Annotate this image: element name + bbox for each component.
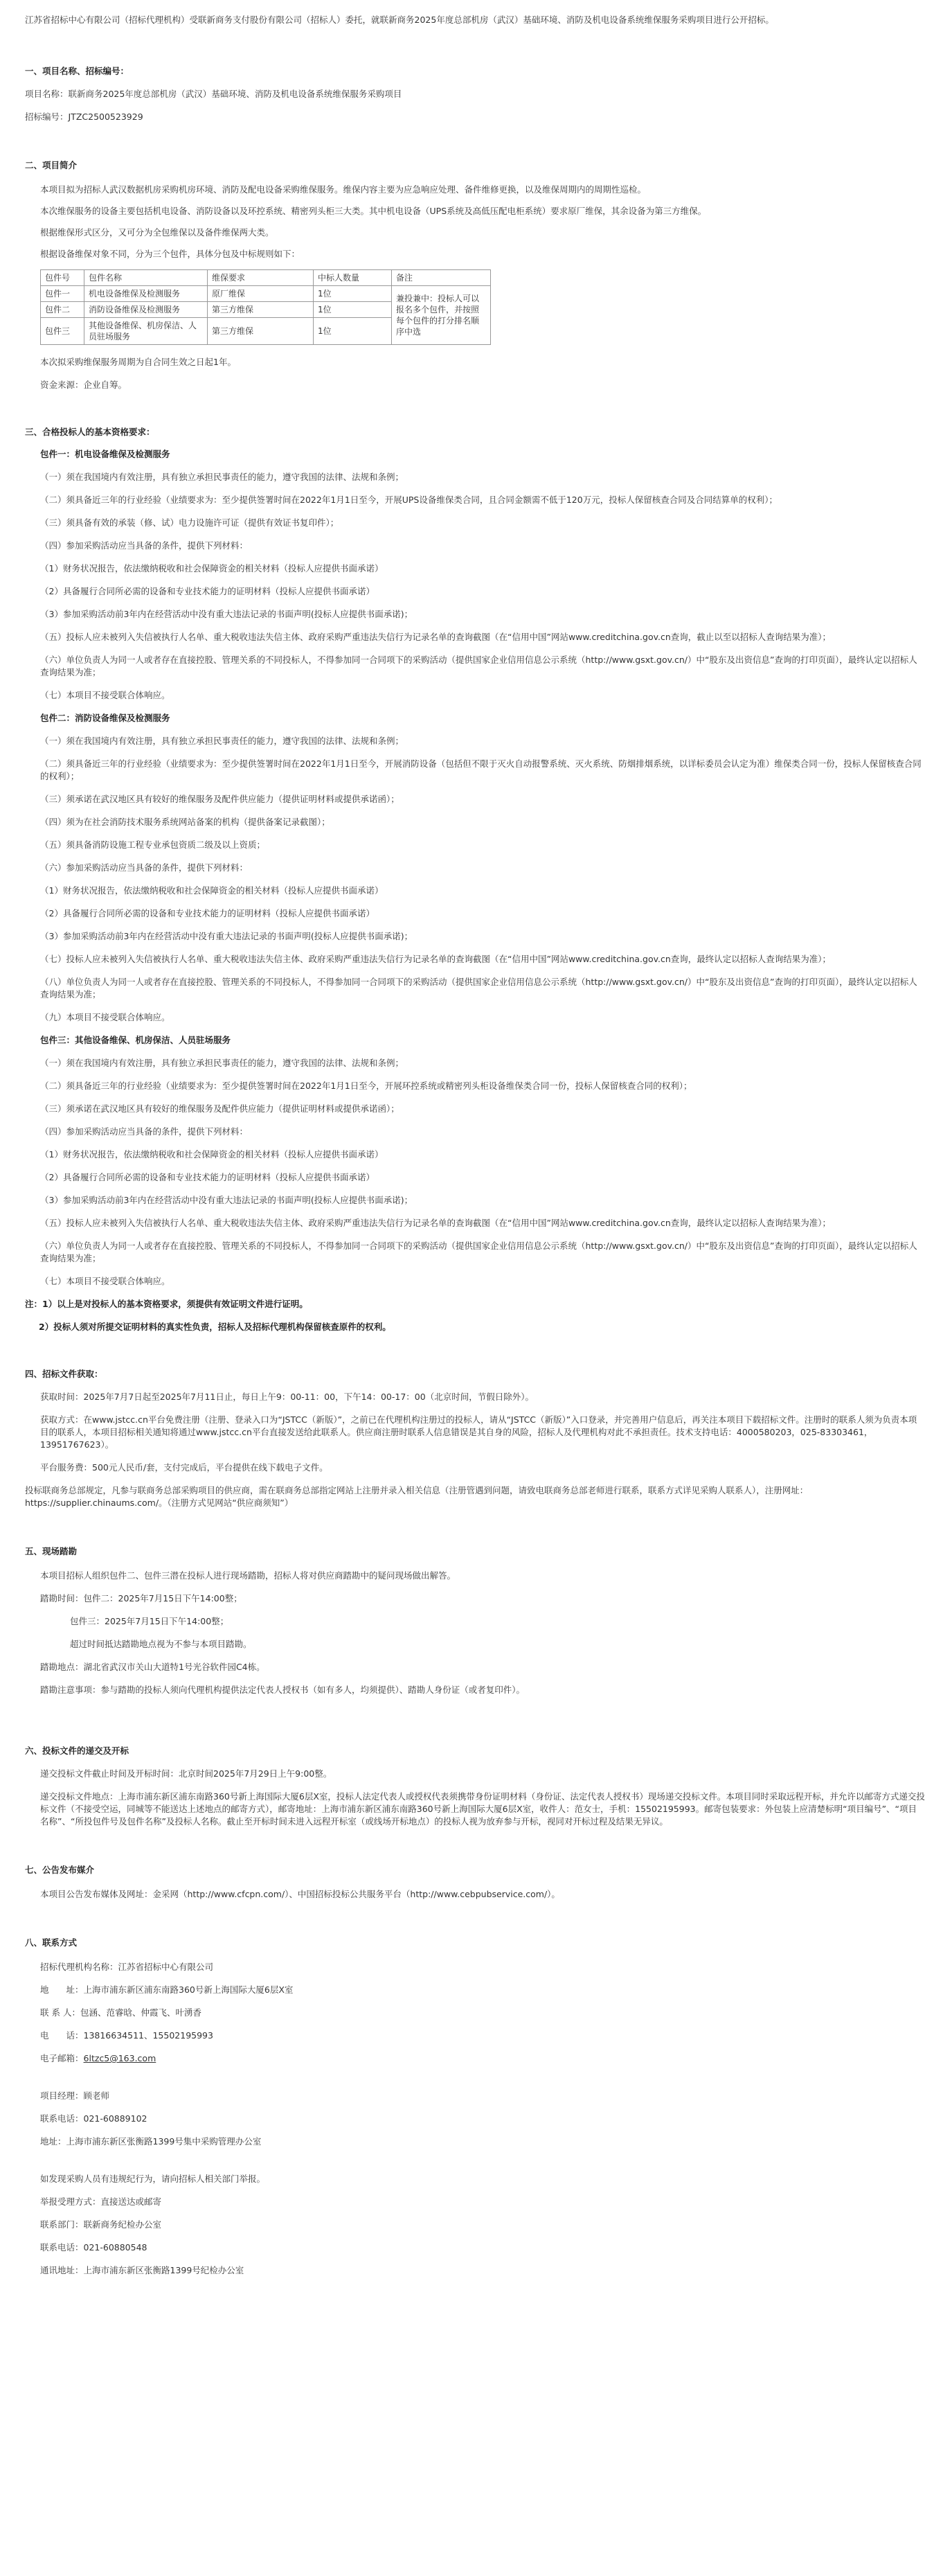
- table-cell: 原厂维保: [208, 286, 314, 302]
- section-title: 二、项目简介: [25, 160, 78, 170]
- paragraph: 本次维保服务的设备主要包括机电设备、消防设备以及环控系统、精密列头柜三大类。其中机电设备（UPS系统及高低压配电柜系统）要求原厂维保，其余设备为第三方维保。: [40, 206, 707, 216]
- table-header-cell: 维保要求: [208, 270, 314, 286]
- requirement-item: （三）须承诺在武汉地区具有较好的维保服务及配件供应能力（提供证明材料或提供承诺函）；: [40, 794, 399, 804]
- table-cell: 包件三: [41, 318, 84, 345]
- table-header-cell: 包件名称: [84, 270, 208, 286]
- intro-paragraph: 江苏省招标中心有限公司（招标代理机构）受联新商务支付股份有限公司（招标人）委托，就联新商务2025年度总部机房（武汉）基础环境、消防及机电设备系统维保服务采购项目进行公开招标。: [25, 15, 774, 25]
- requirement-item: （二）须具备近三年的行业经验（业绩要求为：至少提供签署时间在2022年1月1日至今，开展UPS设备维保类合同，且合同金额需不低于120万元，投标人保留核查合同及合同结算单的权利）；: [40, 495, 778, 505]
- table-cell: 包件二: [41, 302, 84, 318]
- section-media: [25, 1864, 925, 1901]
- requirement-item: （3）参加采购活动前3年内在经营活动中没有重大违法记录的书面声明(投标人应提供书面承诺)；: [40, 1195, 413, 1205]
- section-site-visit: [25, 1545, 925, 1696]
- table-note-cell: 兼投兼中：投标人可以报名多个包件，并按照每个包件的打分排名顺序中选: [392, 286, 491, 345]
- requirement-item: （2）具备履行合同所必需的设备和专业技术能力的证明材料（投标人应提供书面承诺）: [40, 908, 375, 918]
- table-header-row: [41, 270, 491, 286]
- announcement-body: [25, 0, 925, 2277]
- contact-line: 电 话：13816634511、15502195993: [40, 2030, 213, 2041]
- paragraph: 获取方式：在www.jstcc.cn平台免费注册（注册、登录入口为“JSTCC（新版）”，之前已在代理机构注册过的投标人，请从“JSTCC（新版）”入口登录，并完善用户信息后，再关注本项目下载招标文件。注册时的联系人须为负责本项目的联系人，本项目招标相关通知将通过www.jstcc.cn平台直接发送给此联系人。供应商注册时联系人信息错误是其自身的风险，招标人及代理机构对此不承担责任。技术支持电话：4000580203，025-83303461，13951767623）。: [40, 1414, 917, 1450]
- contact-line: 举报受理方式：直接送达或邮寄: [40, 2196, 162, 2207]
- contact-line: 联系电话：021-60880548: [40, 2242, 147, 2253]
- paragraph: 本项目招标人组织包件二、包件三潜在投标人进行现场踏勘，招标人将对供应商踏勘中的疑问现场做出解答。: [40, 1570, 456, 1581]
- table-header-cell: 中标人数量: [314, 270, 392, 286]
- paragraph: 递交投标文件地点：上海市浦东新区浦东南路360号新上海国际大厦6层X室，投标人法定代表人或授权代表须携带身份证明材料（身份证、法定代表人授权书）现场递交投标文件。本项目同时采取远程开标，并允许以邮寄方式递交投标文件（不接受空运，同城等不能送达上述地点的邮寄方式），邮寄地址：上海市浦东新区浦东南路360号新上海国际大厦6层X室，收件人：范女士，手机：15502195993。邮寄包装要求：外包装上应清楚标明“项目编号”、“项目名称”、“所投包件号及包件名称”及投标人名称。截止至开标时间未进入远程开标室（或线场开标地点）的投标人视为放弃参与开标，视同对开标过程及结果无异议。: [40, 1791, 925, 1827]
- paragraph: 根据维保形式区分，又可分为全包维保以及备件维保两大类。: [40, 227, 274, 238]
- requirement-item: （五）须具备消防设施工程专业承包资质二级及以上资质；: [40, 840, 266, 850]
- section-title: 一、项目名称、招标编号：: [25, 66, 129, 76]
- requirement-item: （二）须具备近三年的行业经验（业绩要求为：至少提供签署时间在2022年1月1日至今，开展环控系统或精密列头柜设备维保类合同一份，投标人保留核查合同的权利）；: [40, 1081, 692, 1091]
- requirement-item: （一）须在我国境内有效注册，具有独立承担民事责任的能力，遵守我国的法律、法规和条例；: [40, 736, 404, 746]
- section-submission: [25, 1745, 925, 1828]
- requirement-item: （八）单位负责人为同一人或者存在直接控股、管理关系的不同投标人，不得参加同一合同项下的采购活动（提供国家企业信用信息公示系统（http://www.gsxt.gov.cn/）中“股东及出资信息”查询的打印页面），最终认定以招标人查询结果为准；: [40, 977, 917, 1000]
- section-project-summary: [25, 159, 925, 391]
- paragraph: 本项目公告发布媒体及网址：金采网（http://www.cfcpn.com/）、中国招标投标公共服务平台（http://www.cebpubservice.com/）。: [40, 1889, 560, 1899]
- visit-place: 踏勘地点：湖北省武汉市关山大道特1号光谷软件园C4栋。: [40, 1662, 265, 1672]
- section-qualifications: [25, 426, 925, 1333]
- requirement-item: （三）须具备有效的承装（修、试）电力设施许可证（提供有效证书复印件）；: [40, 517, 339, 528]
- table-cell: 第三方维保: [208, 302, 314, 318]
- section-title: 七、公告发布媒介: [25, 1865, 95, 1875]
- qualification-note-2: 2）投标人须对所提交证明材料的真实性负责，招标人及招标代理机构保留核查原件的权利。: [39, 1322, 391, 1332]
- table-header-cell: 包件号: [41, 270, 84, 286]
- contact-line: 地址：上海市浦东新区张衡路1399号集中采购管理办公室: [40, 2136, 262, 2147]
- contact-line: 通讯地址：上海市浦东新区张衡路1399号纪检办公室: [40, 2265, 244, 2275]
- paragraph: 根据设备维保对象不同，分为三个包件，具体分包及中标规则如下：: [40, 249, 300, 259]
- section-contacts: [25, 1937, 925, 2277]
- table-cell: 消防设备维保及检测服务: [84, 302, 208, 318]
- visit-time: 踏勘时间：包件二：2025年7月15日下午14:00整；: [40, 1593, 242, 1604]
- contact-line: 联系部门：联新商务纪检办公室: [40, 2219, 162, 2230]
- paragraph: 获取时间：2025年7月7日起至2025年7月11日止，每日上午9：00-11：00，下午14：00-17：00（北京时间，节假日除外）。: [40, 1392, 534, 1402]
- requirement-item: （3）参加采购活动前3年内在经营活动中没有重大违法记录的书面声明(投标人应提供书面承诺)；: [40, 931, 413, 941]
- table-cell: 机电设备维保及检测服务: [84, 286, 208, 302]
- requirement-item: （五）投标人应未被列入失信被执行人名单、重大税收违法失信主体、政府采购严重违法失信行为记录名单的查询截图（在“信用中国”网站www.creditchina.gov.cn查询，截止以至以招标人查询结果为准）；: [40, 632, 832, 642]
- requirement-item: （七）本项目不接受联合体响应。: [40, 690, 170, 700]
- project-name: 项目名称：联新商务2025年度总部机房（武汉）基础环境、消防及机电设备系统维保服务采购项目: [25, 89, 402, 99]
- requirement-item: （2）具备履行合同所必需的设备和专业技术能力的证明材料（投标人应提供书面承诺）: [40, 586, 375, 596]
- paragraph: 平台服务费：500元人民币/套，支付完成后，平台提供在线下载电子文件。: [40, 1462, 328, 1473]
- table-header-cell: 备注: [392, 270, 491, 286]
- visit-time: 包件三：2025年7月15日下午14:00整；: [70, 1616, 229, 1626]
- requirement-item: （2）具备履行合同所必需的设备和专业技术能力的证明材料（投标人应提供书面承诺）: [40, 1172, 375, 1182]
- contact-line: 联 系 人：包涵、范睿晗、仲霞飞、叶湧香: [40, 2007, 201, 2018]
- package-1-title: 包件一：机电设备维保及检测服务: [40, 449, 170, 459]
- contact-line: 招标代理机构名称：江苏省招标中心有限公司: [40, 1962, 214, 1972]
- section-title: 八、联系方式: [25, 1937, 78, 1948]
- requirement-item: （一）须在我国境内有效注册，具有独立承担民事责任的能力，遵守我国的法律、法规和条例；: [40, 1058, 404, 1068]
- paragraph: 递交投标文件截止时间及开标时间：北京时间2025年7月29日上午9:00整。: [40, 1768, 332, 1779]
- table-row: [41, 286, 491, 302]
- project-code: 招标编号：JTZC2500523929: [25, 112, 143, 122]
- qualification-note-1: 注：1）以上是对投标人的基本资格要求，须提供有效证明文件进行证明。: [25, 1299, 308, 1309]
- visit-notes: 踏勘注意事项：参与踏勘的投标人须向代理机构提供法定代表人授权书（如有多人，均须提供）、踏勘人身份证（或者复印件）。: [40, 1685, 526, 1695]
- requirement-item: （七）投标人应未被列入失信被执行人名单、重大税收违法失信主体、政府采购严重违法失信行为记录名单的查询截图（在“信用中国”网站www.creditchina.gov.cn查询，最终认定以招标人查询结果为准）；: [40, 954, 832, 964]
- requirement-item: （四）参加采购活动应当具备的条件，提供下列材料：: [40, 540, 249, 551]
- table-cell: 1位: [314, 286, 392, 302]
- email-label: 电子邮箱：: [40, 2053, 84, 2063]
- table-cell: 1位: [314, 302, 392, 318]
- package-1-requirements: [25, 471, 925, 702]
- requirement-item: （一）须在我国境内有效注册，具有独立承担民事责任的能力，遵守我国的法律、法规和条例；: [40, 472, 404, 482]
- requirement-item: （1）财务状况报告，依法缴纳税收和社会保障资金的相关材料（投标人应提供书面承诺）: [40, 885, 384, 896]
- contact-line: 联系电话：021-60889102: [40, 2113, 147, 2124]
- section-title: 五、现场踏勘: [25, 1546, 78, 1556]
- requirement-item: （六）参加采购活动应当具备的条件，提供下列材料：: [40, 862, 249, 873]
- contact-line: 项目经理：顾老师: [40, 2090, 110, 2101]
- requirement-item: （六）单位负责人为同一人或者存在直接控股、管理关系的不同投标人，不得参加同一合同项下的采购活动（提供国家企业信用信息公示系统（http://www.gsxt.gov.cn/）中“股东及出资信息”查询的打印页面），最终认定以招标人查询结果为准；: [40, 655, 917, 677]
- requirement-item: （九）本项目不接受联合体响应。: [40, 1012, 170, 1022]
- requirement-item: （四）参加采购活动应当具备的条件，提供下列材料：: [40, 1126, 249, 1137]
- requirement-item: （四）须为在社会消防技术服务系统网站备案的机构（提供备案记录截图）；: [40, 817, 330, 827]
- contact-email-line: [25, 2052, 925, 2065]
- email-link[interactable]: 6ltzc5@163.com: [83, 2053, 156, 2063]
- visit-time: 超过时间抵达踏勘地点视为不参与本项目踏勘。: [70, 1639, 252, 1649]
- table-cell: 1位: [314, 318, 392, 345]
- requirement-item: （1）财务状况报告，依法缴纳税收和社会保障资金的相关材料（投标人应提供书面承诺）: [40, 1149, 384, 1160]
- section-title: 六、投标文件的递交及开标: [25, 1746, 129, 1756]
- package-table: [40, 269, 491, 345]
- requirement-item: （1）财务状况报告，依法缴纳税收和社会保障资金的相关材料（投标人应提供书面承诺）: [40, 563, 384, 574]
- package-3-title: 包件三：其他设备维保、机房保洁、人员驻场服务: [40, 1035, 231, 1045]
- paragraph: 投标联商务总部规定，凡参与联商务总部采购项目的供应商，需在联商务总部指定网站上注册并录入相关信息（注册管遇到问题，请致电联商务总部老师进行联系，联系方式详见采购人联系人），注册网址：https://supplier.chinaums.com/。（注册方式见网站“供应商须知”）: [25, 1485, 809, 1508]
- contact-line: 如发现采购人员有违规纪行为，请向招标人相关部门举报。: [40, 2174, 266, 2184]
- requirement-item: （3）参加采购活动前3年内在经营活动中没有重大违法记录的书面声明(投标人应提供书面承诺)；: [40, 609, 413, 619]
- section-project-name: [25, 65, 925, 123]
- table-cell: 包件一: [41, 286, 84, 302]
- requirement-item: （二）须具备近三年的行业经验（业绩要求为：至少提供签署时间在2022年1月1日至今，开展消防设备（包括但不限于灭火自动报警系统、灭火系统、防烟排烟系统，以详标委员会认定为准）维保类合同一份，投标人保留核查合同的权利）；: [40, 758, 922, 781]
- paragraph: 本项目拟为招标人武汉数据机房采购机房环境、消防及配电设备采购维保服务。维保内容主要为应急响应处理、备件维修更换，以及维保周期内的周期性巡检。: [40, 184, 647, 195]
- section-title: 四、招标文件获取：: [25, 1369, 103, 1379]
- paragraph: 资金来源：企业自筹。: [40, 380, 127, 390]
- table-cell: 第三方维保: [208, 318, 314, 345]
- contact-line: 地 址：上海市浦东新区浦东南路360号新上海国际大厦6层X室: [40, 1984, 294, 1995]
- requirement-item: （三）须承诺在武汉地区具有较好的维保服务及配件供应能力（提供证明材料或提供承诺函）；: [40, 1103, 399, 1114]
- package-2-requirements: [25, 735, 925, 1024]
- paragraph: 本次拟采购维保服务周期为自合同生效之日起1年。: [40, 357, 236, 367]
- package-2-title: 包件二：消防设备维保及检测服务: [40, 713, 170, 723]
- table-cell: 其他设备维保、机房保洁、人员驻场服务: [84, 318, 208, 345]
- requirement-item: （五）投标人应未被列入失信被执行人名单、重大税收违法失信主体、政府采购严重违法失信行为记录名单的查询截图（在“信用中国”网站www.creditchina.gov.cn查询，最终认定以招标人查询结果为准）；: [40, 1218, 832, 1228]
- requirement-item: （六）单位负责人为同一人或者存在直接控股、管理关系的不同投标人，不得参加同一合同项下的采购活动（提供国家企业信用信息公示系统（http://www.gsxt.gov.cn/）中“股东及出资信息”查询的打印页面），最终认定以招标人查询结果为准；: [40, 1241, 917, 1263]
- requirement-item: （七）本项目不接受联合体响应。: [40, 1276, 170, 1286]
- section-document-access: [25, 1368, 925, 1509]
- section-title: 三、合格投标人的基本资格要求：: [25, 427, 155, 437]
- package-3-requirements: [25, 1057, 925, 1288]
